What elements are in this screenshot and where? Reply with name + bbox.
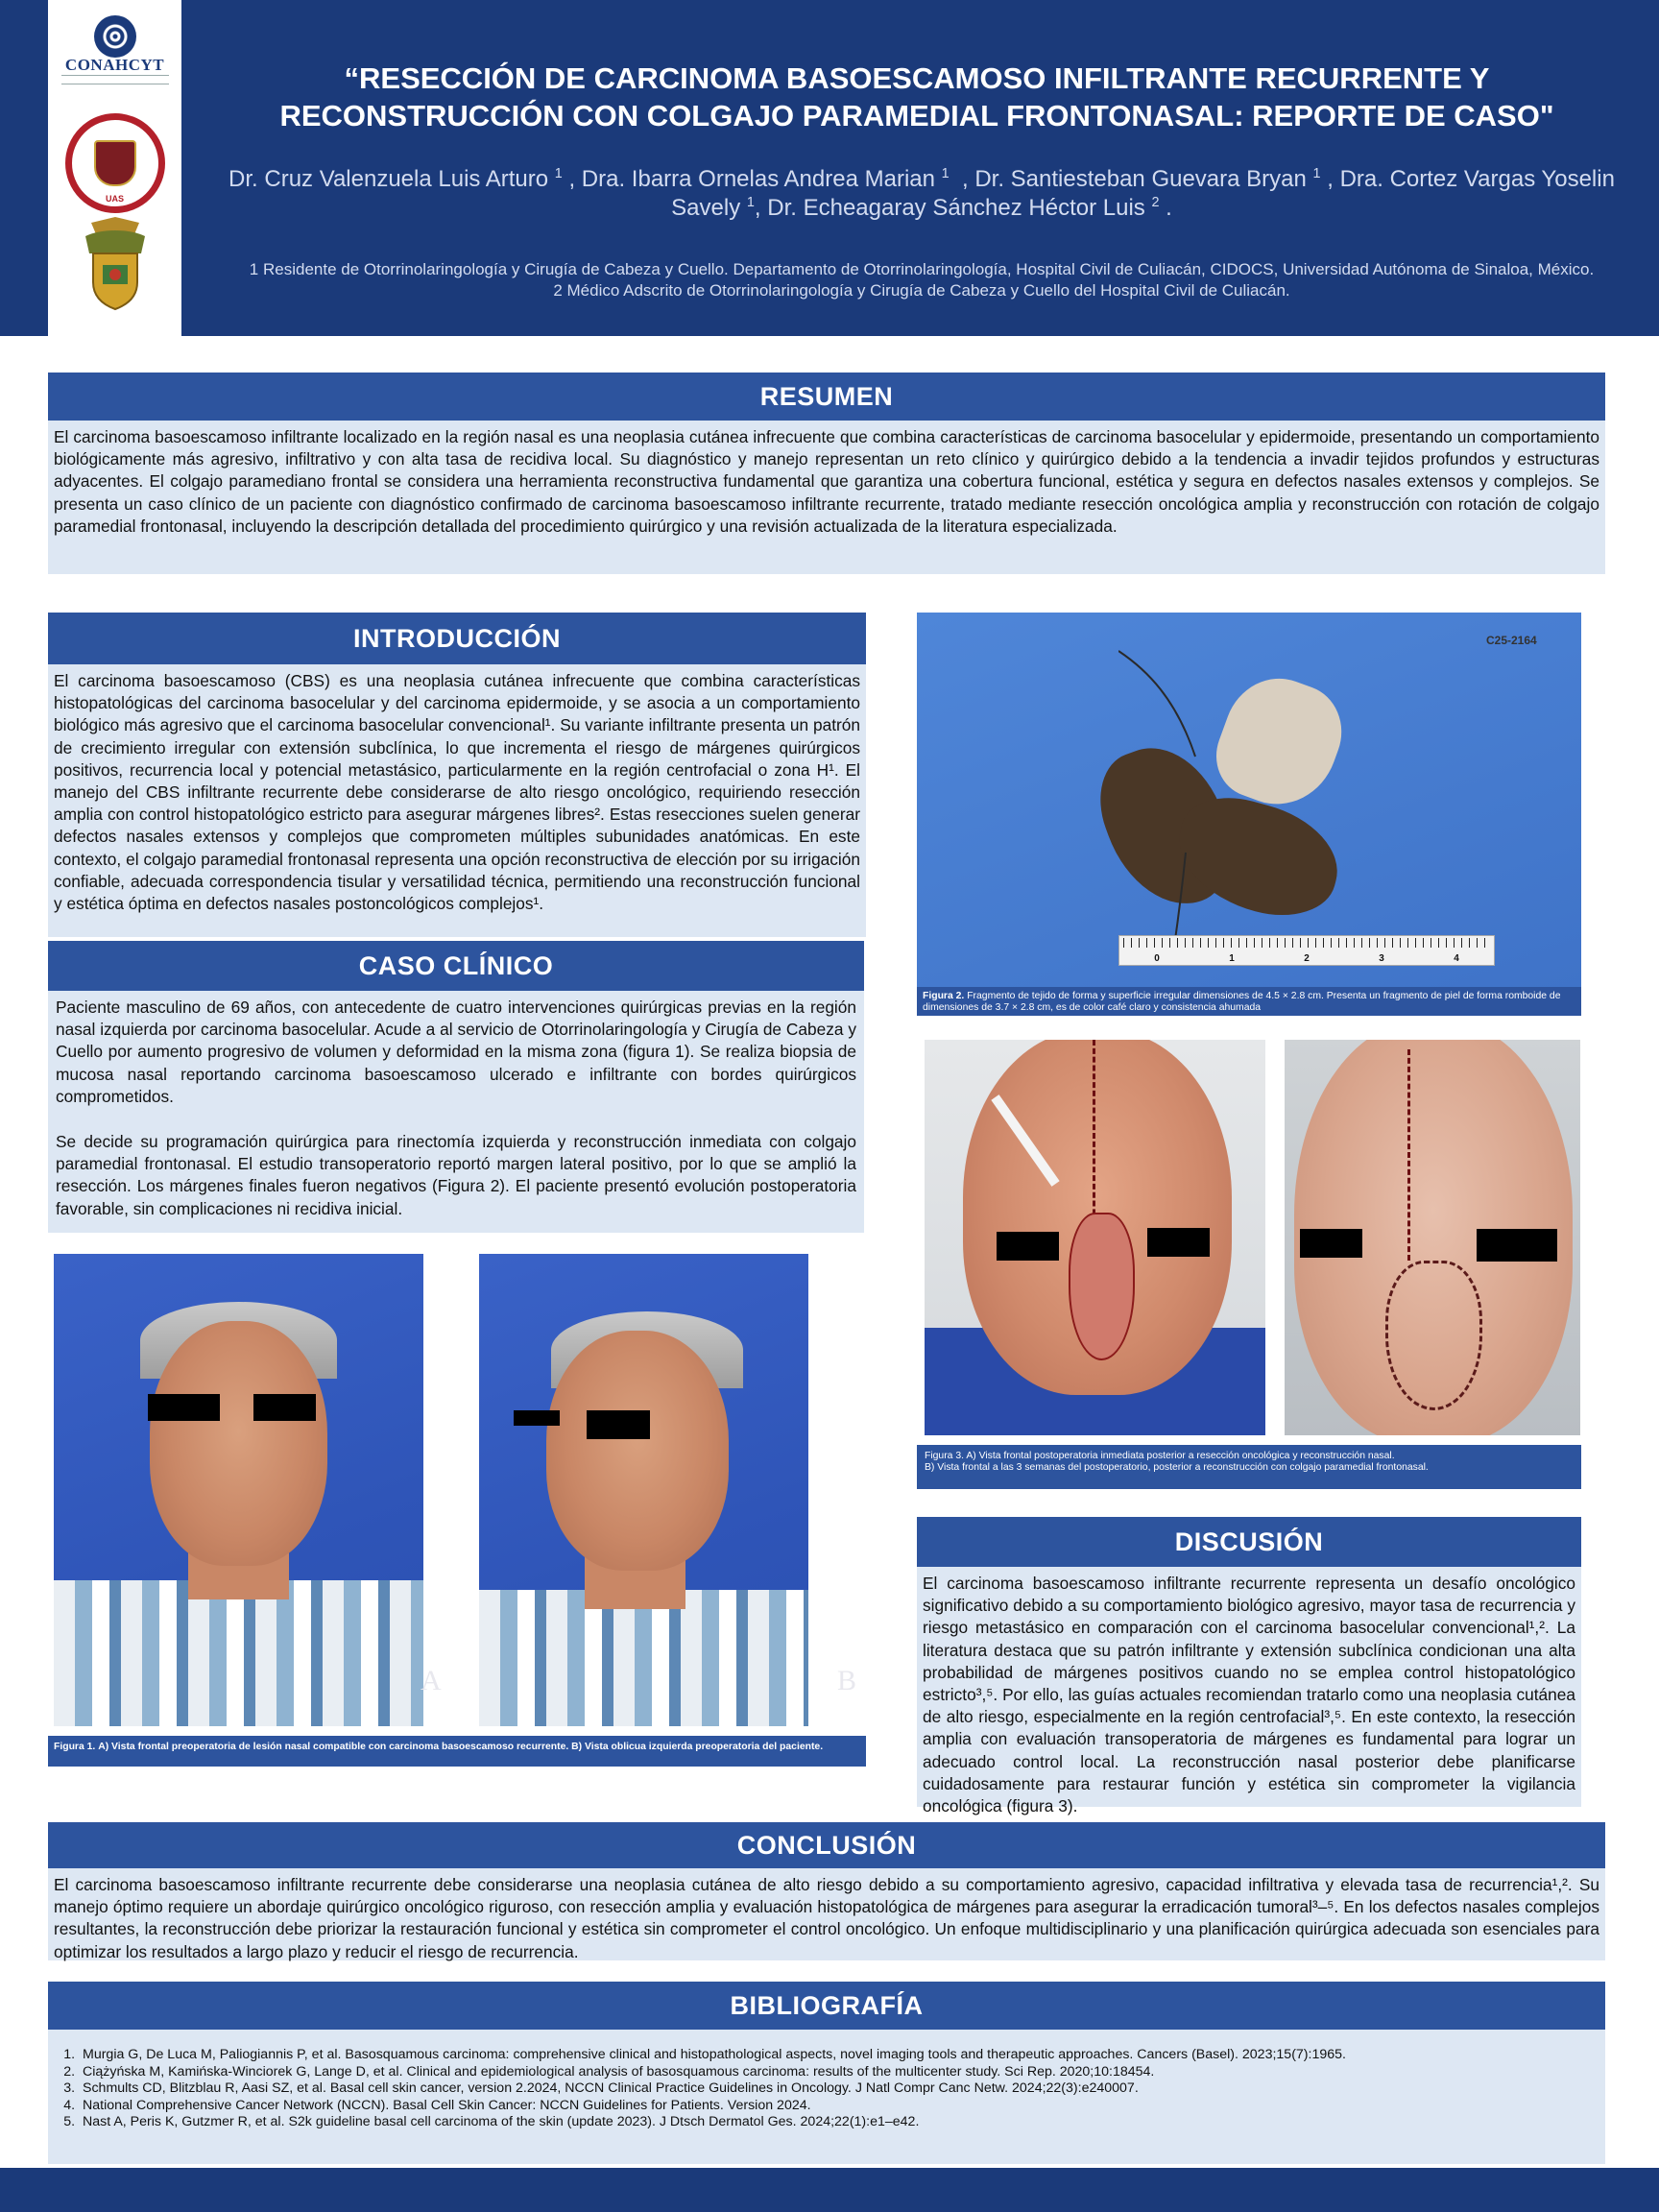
eye-censor-bar — [1300, 1229, 1362, 1258]
author-affiliation: 1 — [1312, 166, 1321, 181]
figure-1-caption — [48, 1736, 866, 1767]
eye-censor-bar — [1477, 1229, 1557, 1262]
hospital-civil-seal-icon — [65, 113, 165, 213]
author-name: Dra. Ibarra Ornelas Andrea Marian — [581, 166, 935, 192]
ruler-mark: 4 — [1454, 953, 1459, 964]
bibliography-item: 5. Nast A, Peris K, Gutzmer R, et al. S2k guideline basal cell carcinoma of the skin (update 2023). J Dtsch Dermatol Ges. 2024;22(1):e1–e42. — [79, 2114, 1598, 2131]
ruler-mark: 2 — [1304, 953, 1310, 964]
author-affiliation: 2 — [1151, 195, 1160, 210]
author-affiliation: 1 — [941, 166, 950, 181]
figure-1-caption-text: A) Vista frontal preoperatoria de lesión nasal compatible con carcinoma basoescamoso recurrente. B) Vista oblicua izquierda preoperatoria del paciente. — [98, 1742, 824, 1752]
suture-line — [1093, 1040, 1095, 1232]
ruler-mark: 1 — [1229, 953, 1235, 964]
specimen-suture-strand — [1118, 641, 1234, 949]
figure-2-caption — [917, 987, 1581, 1016]
ent-crest-icon — [82, 215, 149, 311]
eye-censor-bar — [253, 1394, 316, 1421]
conahcyt-logo-icon — [94, 15, 136, 58]
bibliography-item: 2. Ciążyńska M, Kamińska-Winciorek G, Lange D, et al. Clinical and epidemiological analysis of basosquamous carcinoma: results of the multicenter study. Sci Rep. 2020;10:18454. — [79, 2064, 1598, 2081]
poster-authors: Dr. Cruz Valenzuela Luis Arturo $^1$ , Dra. Ibarra Ornelas Andrea Marian $^1$ , Dr. Santiesteban Guevara Bryan $^1$ , Dra. Cortez Vargas Yoselin Savely $^1$, Dr. Echeagaray Sánchez Héctor Luis $^2$ . — [228, 166, 1615, 221]
discusion-text: El carcinoma basoescamoso infiltrante recurrente representa un desafío oncológico significativo debido a su comportamiento biológico agresivo, mayor tasa de recurrencia y riesgo metastásico en comparación con el carcinoma basocelular convencional¹,². La literatura destaca que su patrón infiltrante y extensión subclínica condicionan una alta probabilidad de márgenes positivos cuando no se emplea control histopatológico estricto³,⁵. Por ello, las guías actuales recomiendan tratarlo como una neoplasia cutánea de alto riesgo, especialmente en la región centrofacial³,⁵. En este contexto, la resección amplia con evaluación transoperatoria de márgenes es fundamental para lograr un adecuado control local. La reconstrucción nasal posterior debe planificarse cuidadosamente para restaurar función y estética sin comprometer la vigilancia oncológica (figura 3). — [923, 1574, 1575, 1816]
author-name: Dr. Santiesteban Guevara Bryan — [974, 166, 1307, 192]
eye-censor-bar — [997, 1232, 1059, 1261]
author-affiliation: 1 — [554, 166, 563, 181]
specimen-ruler — [1118, 935, 1495, 966]
author-name: Dra. Cortez Vargas Yoselin Savely — [671, 166, 1615, 221]
nasal-flap — [1385, 1261, 1482, 1410]
caso-clinico-paragraph-2: Se decide su programación quirúrgica para rinectomía izquierda y reconstrucción inmediata con colgajo paramedial frontonasal. El estudio transoperatorio reportó margen lateral positivo, por lo que se amplió la resección. Los márgenes finales fueron negativos (Figura 2). El paciente presentó evolución postoperatoria favorable, sin complicaciones ni recidiva inicial. — [56, 1132, 856, 1218]
figure-2-photo — [917, 613, 1581, 987]
author-affiliation: 1 — [746, 195, 755, 210]
poster-title-line-1: “RESECCIÓN DE CARCINOMA BASOESCAMOSO INFILTRANTE RECURRENTE Y — [344, 61, 1490, 95]
figure-3-caption-line-2: B) Vista frontal a las 3 semanas del postoperatorio, posterior a reconstrucción con colgajo paramedial frontonasal. — [925, 1462, 1429, 1473]
introduccion-text: El carcinoma basoescamoso (CBS) es una neoplasia cutánea infrecuente que combina características histopatológicas del carcinoma basocelular y del carcinoma epidermoide, y se asocia a un comportamiento biológico más agresivo que el carcinoma basocelular convencional¹. Su variante infiltrante presenta un patrón de crecimiento irregular con extensión subclínica, lo que incrementa el riesgo de márgenes quirúrgicos positivos, recurrencia local y potencial metastásico, particularmente en la región centrofacial o zona H¹. El manejo del CBS infiltrante recurrente debe considerarse de alto riesgo oncológico, requiriendo resección amplia con control histopatológico estricto para asegurar márgenes libres². Estas resecciones suelen generar defectos nasales extensos y complejos que comprometen múltiples subunidades anatómicas. En este contexto, el colgajo paramedial frontonasal representa una opción reconstructiva de elección por su irrigación confiable, adecuada correspondencia tisular y versatilidad técnica, permitiendo una reconstrucción funcional y estética óptima en defectos nasales postoncológicos complejos¹. — [54, 671, 860, 914]
resumen-heading: RESUMEN — [48, 373, 1605, 421]
ruler-mark: 0 — [1154, 953, 1160, 964]
author-name: Dr. Echeagaray Sánchez Héctor Luis — [767, 195, 1145, 221]
conahcyt-logo-text: CONAHCYT — [64, 56, 165, 74]
bibliography-item: 4. National Comprehensive Cancer Network (NCCN). Basal Cell Skin Cancer: NCCN Guidelines for Patients. Version 2024. — [79, 2098, 1598, 2115]
caso-clinico-heading: CASO CLÍNICO — [48, 941, 864, 991]
conclusion-text: El carcinoma basoescamoso infiltrante recurrente debe considerarse una neoplasia cutánea de alto riesgo debido a su comportamiento agresivo, capacidad infiltrativa y elevada tasa de recurrencia¹,². Su manejo óptimo requiere un abordaje quirúrgico oncológico riguroso, con resección amplia y evaluación histopatológica de márgenes para asegurar la erradicación tumoral³–⁵. En los defectos nasales complejos resultantes, la reconstrucción debe priorizar la restauración funcional y estética sin comprometer el control oncológico. Un enfoque multidisciplinario y una planificación quirúrgica adecuada son esenciales para optimizar los resultados a largo plazo y reducir el riesgo de recurrencia. — [54, 1875, 1599, 1961]
poster-title-line-2: RECONSTRUCCIÓN CON COLGAJO PARAMEDIAL FRONTONASAL: REPORTE DE CASO" — [279, 99, 1554, 132]
figure-1b-letter: B — [837, 1665, 857, 1696]
bibliography-item: 1. Murgia G, De Luca M, Paliogiannis P, et al. Basosquamous carcinoma: comprehensive clinical and histopathological aspects, novel imaging tools and therapeutic approaches. Cancers (Basel). 2023;15(7):1965. — [79, 2047, 1598, 2064]
resumen-text: El carcinoma basoescamoso infiltrante localizado en la región nasal es una neoplasia cutánea infrecuente que combina características de carcinoma basocelular y epidermoide, presentando un comportamiento biológicamente más agresivo, infiltrativo y con alta tasa de recidiva local. Su diagnóstico y manejo representan un reto clínico y quirúrgico debido a la tendencia a invadir tejidos profundos y estructuras adyacentes. El colgajo paramediano frontal se considera una herramienta reconstructiva fundamental que garantiza una cobertura funcional, estética y segura en defectos nasales extensos y complejos. Se presenta un caso clínico de un paciente con diagnóstico confirmado de carcinoma basoescamoso infiltrante recurrente, tratado mediante resección oncológica amplia y reconstrucción con rotación de colgajo paramedial frontonasal, incluyendo la descripción detallada del procedimiento quirúrgico y una revisión actualizada de la literatura especializada. — [54, 427, 1599, 536]
poster-affiliations — [221, 259, 1623, 301]
logo-strip — [48, 0, 181, 336]
affiliation-1: 1 Residente de Otorrinolaringología y Cirugía de Cabeza y Cuello. Departamento de Otorrinolaringología, Hospital Civil de Culiacán, CIDOCS, Universidad Autónoma de Sinaloa, México. — [249, 260, 1595, 278]
introduccion-body — [48, 664, 866, 937]
eye-censor-bar — [148, 1394, 220, 1421]
figure-2-caption-text: Fragmento de tejido de forma y superficie irregular dimensiones de 4.5 × 2.8 cm. Presenta un fragmento de piel de forma romboide de dimensiones de 3.7 × 2.8 cm, es de color café claro y consistencia ahumada — [923, 991, 1561, 1013]
conclusion-heading: CONCLUSIÓN — [48, 1822, 1605, 1868]
caso-clinico-paragraph-1: Paciente masculino de 69 años, con antecedente de cuatro intervenciones quirúrgicas previas en la región nasal izquierda por carcinoma basocelular. Acude a al servicio de Otorrinolaringología y Cirugía de Cabeza y Cuello por aumento progresivo de volumen y deformidad en la misma zona (figura 1). Se realiza biopsia de mucosa nasal reportando carcinoma basoescamoso ulcerado e infiltrante con bordes quirúrgicos comprometidos. — [56, 998, 856, 1106]
eye-censor-bar — [587, 1410, 650, 1439]
specimen-id-label: C25-2164 — [1486, 634, 1537, 647]
eye-censor-bar — [514, 1410, 560, 1426]
author-name: Dr. Cruz Valenzuela Luis Arturo — [228, 166, 549, 192]
bibliography-item: 3. Schmults CD, Blitzblau R, Aasi SZ, et al. Basal cell skin cancer, version 2.2024, NCCN Clinical Practice Guidelines in Oncology. J Natl Compr Canc Netw. 2024;22(3):e240007. — [79, 2080, 1598, 2098]
figure-1-caption-label: Figura 1. — [54, 1742, 96, 1752]
poster-title — [192, 60, 1642, 134]
bibliografia-body — [48, 2030, 1605, 2164]
introduccion-heading: INTRODUCCIÓN — [48, 613, 866, 664]
eye-censor-bar — [1147, 1228, 1210, 1257]
conahcyt-logo-subtitle — [61, 75, 169, 84]
discusion-heading: DISCUSIÓN — [917, 1517, 1581, 1567]
figure-1b-photo — [479, 1254, 808, 1726]
figure-3-caption-line-1: Figura 3. A) Vista frontal postoperatoria inmediata posterior a resección oncológica y reconstrucción nasal. — [925, 1451, 1395, 1461]
affiliation-2: 2 Médico Adscrito de Otorrinolaringología y Cirugía de Cabeza y Cuello del Hospital Civil de Culiacán. — [553, 281, 1290, 300]
figure-2-caption-label: Figura 2. — [923, 991, 965, 1001]
figure-3-caption — [917, 1445, 1581, 1489]
figure-1a-photo — [54, 1254, 423, 1726]
suture-line — [1407, 1049, 1410, 1261]
conclusion-body — [48, 1868, 1605, 1960]
bibliography-list — [56, 2047, 1598, 2131]
resumen-body — [48, 421, 1605, 574]
figure-1a-letter: A — [421, 1665, 442, 1696]
caso-clinico-body — [48, 991, 864, 1233]
nasal-flap — [1069, 1213, 1135, 1360]
figure-3b-photo — [1285, 1040, 1580, 1435]
ruler-mark: 3 — [1379, 953, 1384, 964]
footer-band — [0, 2168, 1659, 2212]
bibliografia-heading: BIBLIOGRAFÍA — [48, 1982, 1605, 2030]
hospital-seal-uas: UAS — [105, 194, 125, 204]
figure-3a-photo — [925, 1040, 1265, 1435]
discusion-body — [917, 1567, 1581, 1816]
